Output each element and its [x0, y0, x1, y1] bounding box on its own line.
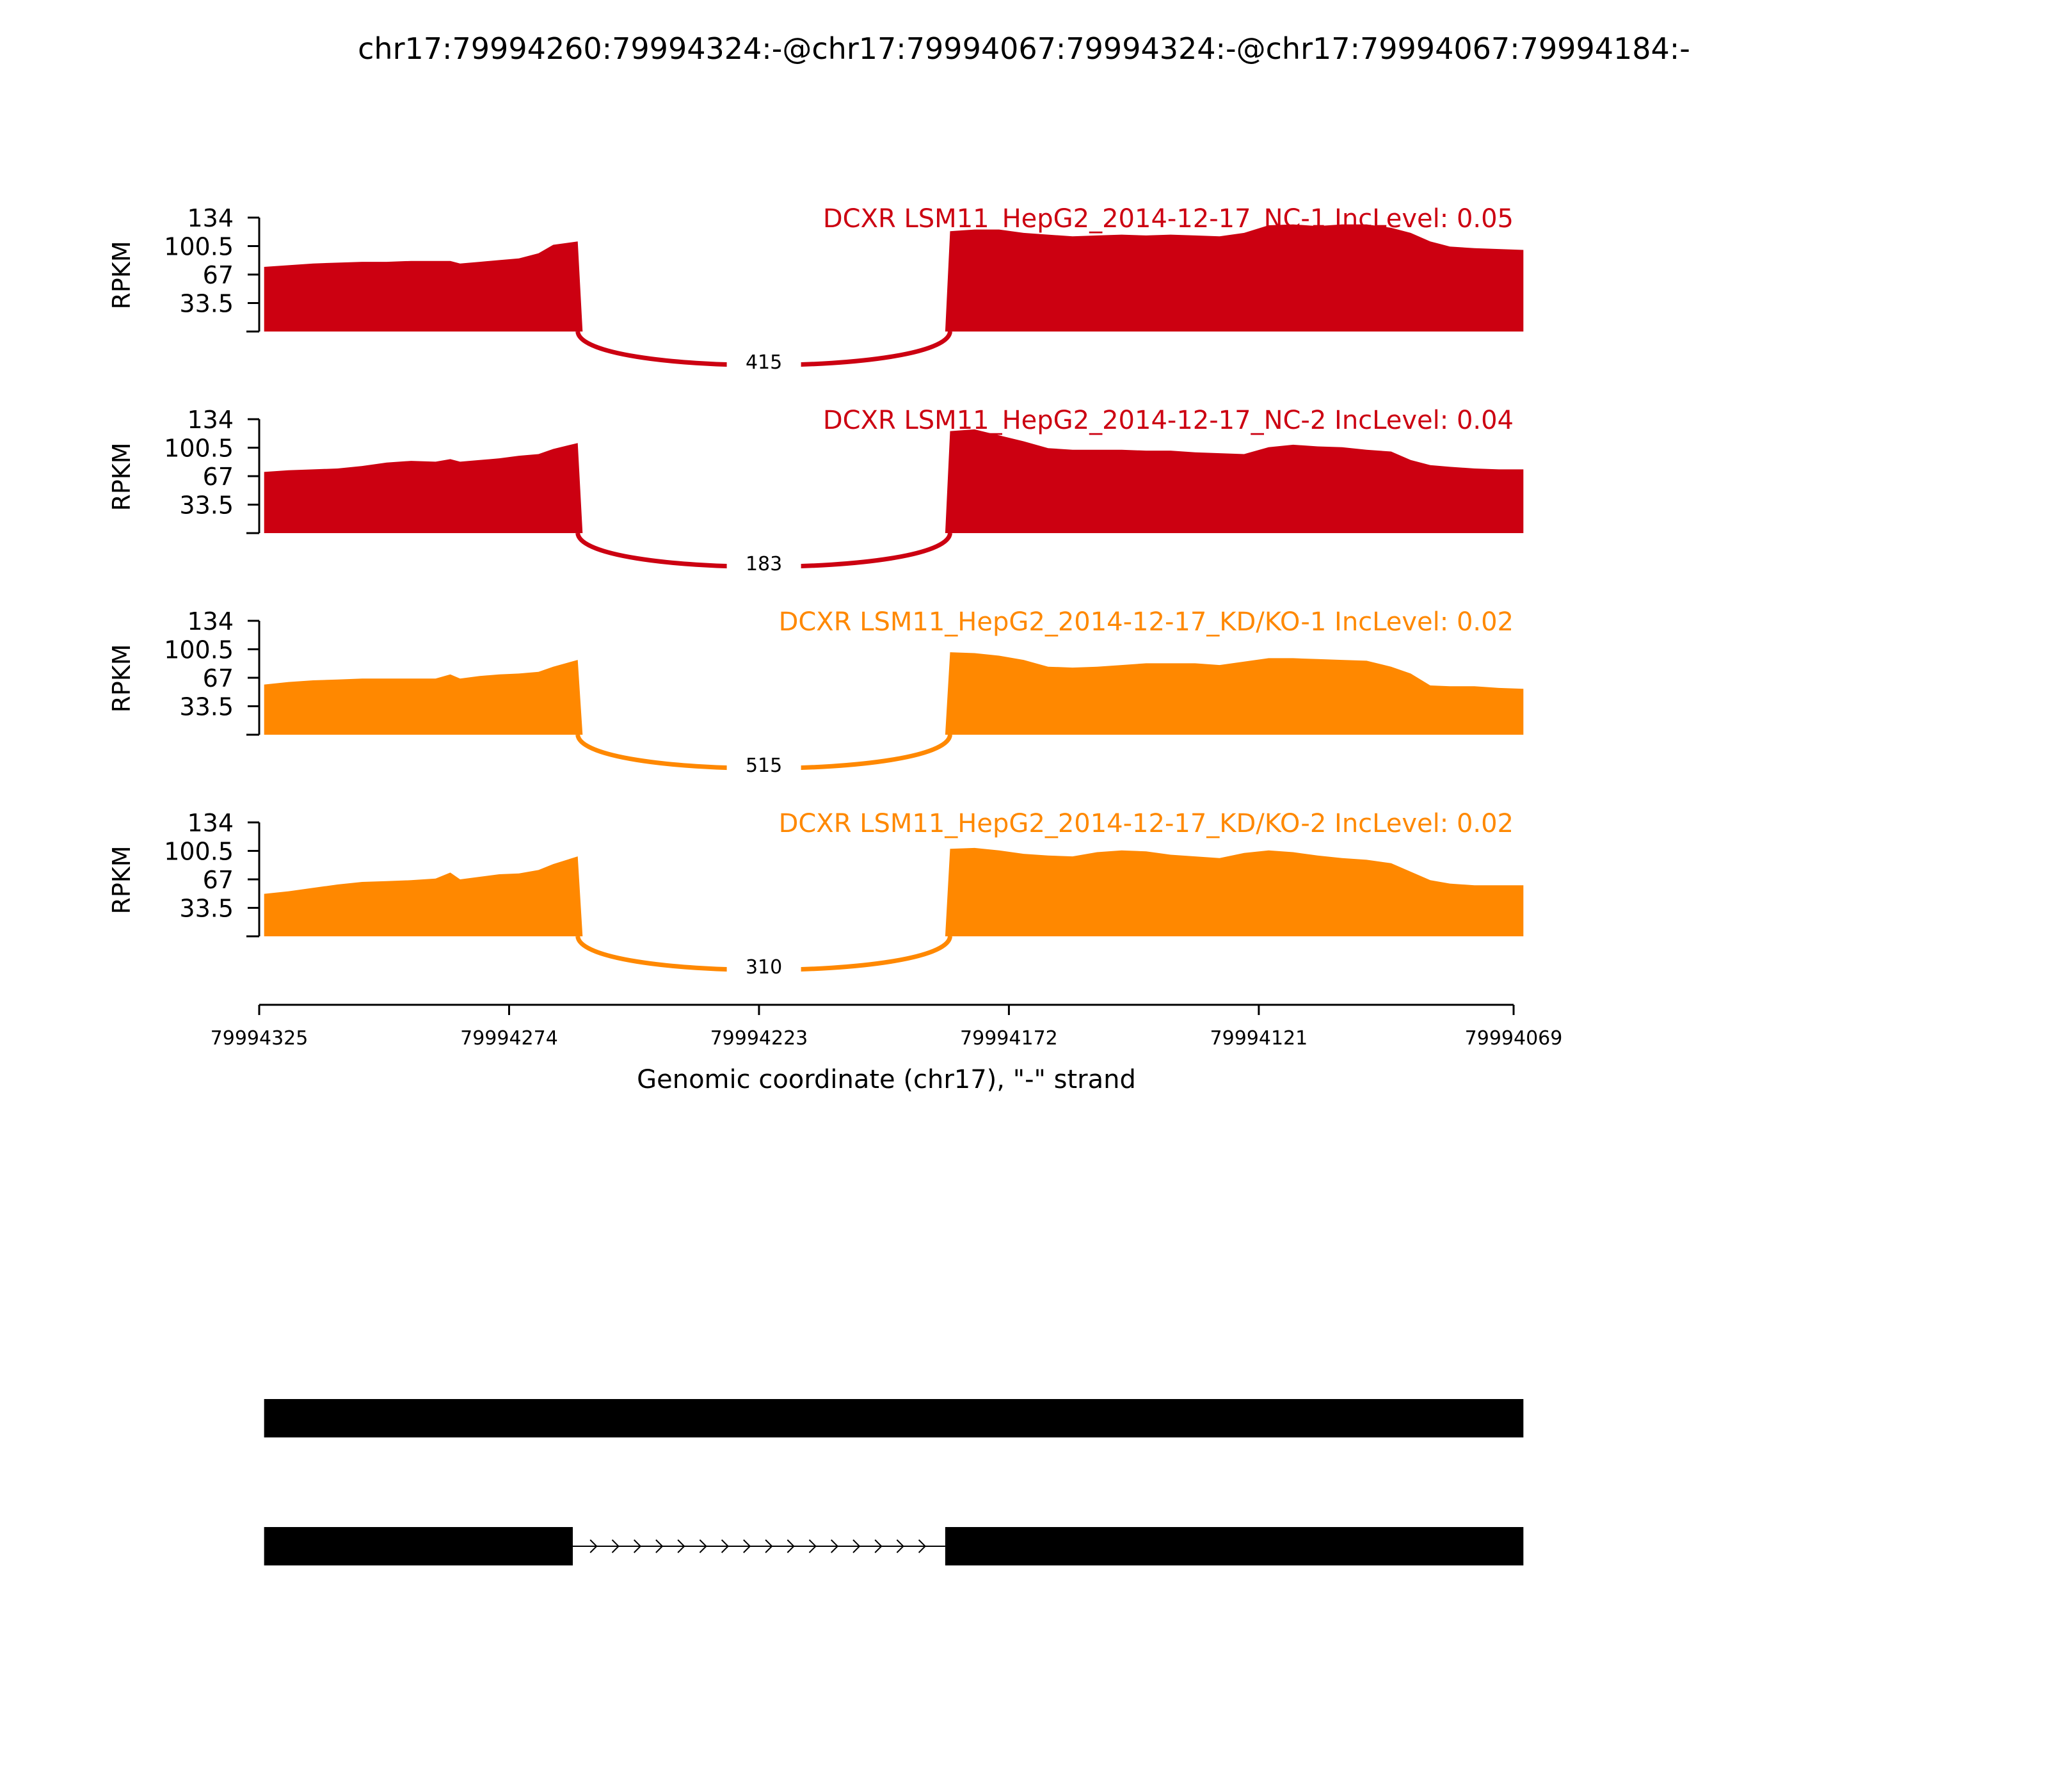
track: [108, 607, 1523, 777]
x-axis: [211, 1005, 1563, 1094]
y-axis-label: RPKM: [108, 644, 136, 713]
y-tick-label: 100.5: [164, 434, 234, 463]
exon-block: [264, 1399, 1524, 1437]
y-tick-label: 67: [202, 261, 234, 289]
x-tick-label: 79994274: [460, 1027, 558, 1050]
track: [108, 406, 1523, 575]
y-tick-label: 67: [202, 866, 234, 894]
isoform: [264, 1527, 1524, 1565]
exon-block: [264, 1527, 573, 1565]
y-tick-label: 134: [187, 809, 234, 837]
junction-count: 515: [745, 755, 783, 777]
y-tick-label: 100.5: [164, 636, 234, 664]
y-axis-label: RPKM: [108, 241, 136, 310]
y-tick-label: 67: [202, 463, 234, 491]
track-label: DCXR LSM11_HepG2_2014-12-17_KD/KO-2 IncLevel: 0.02: [778, 809, 1514, 838]
coverage-tracks: [108, 204, 1523, 979]
coverage-area: [264, 429, 1524, 533]
y-tick-label: 100.5: [164, 837, 234, 866]
y-tick-label: 33.5: [179, 491, 234, 520]
plot-title: chr17:79994260:79994324:-@chr17:79994067:79994324:-@chr17:79994067:79994184:-: [358, 31, 1690, 66]
y-tick-label: 134: [187, 406, 234, 434]
x-tick-label: 79994069: [1464, 1027, 1563, 1050]
x-axis-label: Genomic coordinate (chr17), "-" strand: [637, 1065, 1136, 1094]
track-label: DCXR LSM11_HepG2_2014-12-17_NC-1 IncLevel: 0.05: [822, 204, 1514, 234]
exon-block: [945, 1527, 1523, 1565]
junction-count: 183: [745, 553, 783, 575]
x-tick-label: 79994121: [1210, 1027, 1308, 1050]
track: [108, 204, 1523, 374]
y-tick-label: 67: [202, 664, 234, 692]
x-tick-label: 79994223: [710, 1027, 808, 1050]
track-label: DCXR LSM11_HepG2_2014-12-17_KD/KO-1 IncLevel: 0.02: [778, 607, 1514, 637]
y-tick-label: 134: [187, 204, 234, 232]
y-tick-label: 33.5: [179, 289, 234, 318]
coverage-area: [264, 848, 1524, 936]
isoform: [264, 1399, 1524, 1437]
track-label: DCXR LSM11_HepG2_2014-12-17_NC-2 IncLevel: 0.04: [822, 406, 1514, 435]
isoform-models: [264, 1399, 1524, 1565]
y-tick-label: 33.5: [179, 692, 234, 721]
y-tick-label: 33.5: [179, 894, 234, 923]
y-tick-label: 100.5: [164, 232, 234, 261]
x-tick-label: 79994325: [210, 1027, 308, 1050]
y-axis-label: RPKM: [108, 845, 136, 915]
coverage-area: [264, 225, 1524, 332]
y-axis-label: RPKM: [108, 442, 136, 511]
y-tick-label: 134: [187, 607, 234, 636]
junction-count: 415: [745, 351, 783, 374]
coverage-area: [264, 652, 1524, 735]
junction-count: 310: [745, 956, 783, 979]
x-tick-label: 79994172: [960, 1027, 1058, 1050]
track: [108, 809, 1523, 979]
